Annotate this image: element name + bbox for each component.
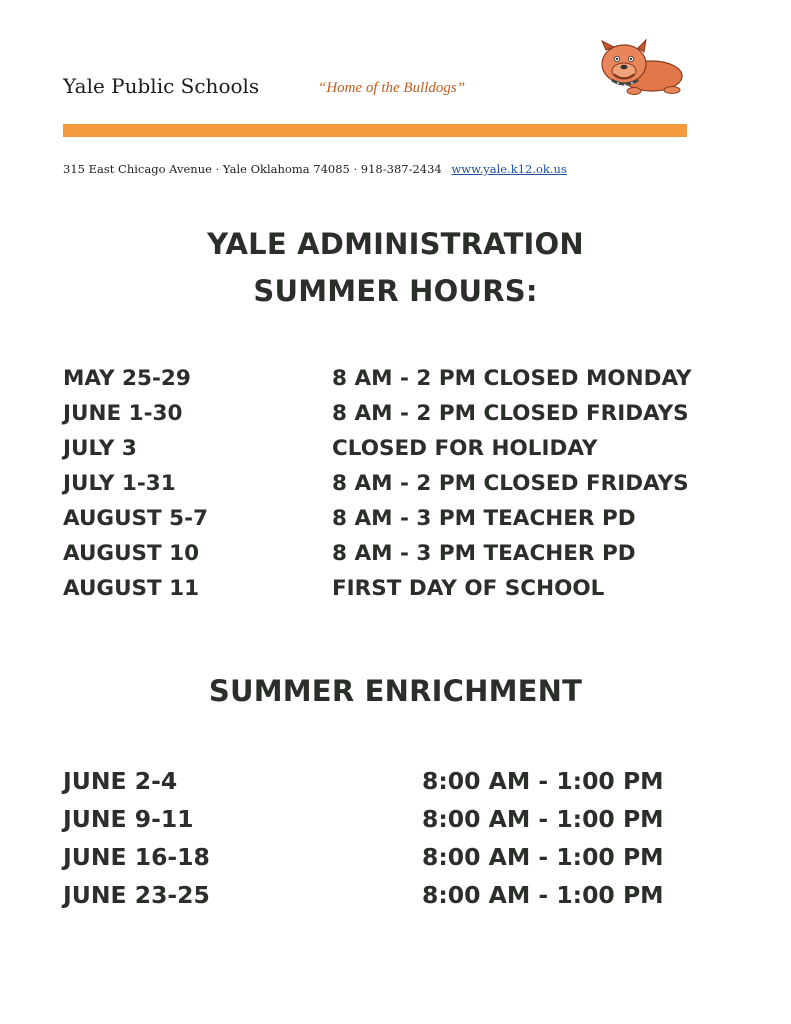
- school-slogan: “Home of the Bulldogs”: [318, 80, 466, 96]
- hours-row: [0, 436, 791, 471]
- hours-detail: 8 AM - 2 PM CLOSED FRIDAYS: [332, 401, 689, 426]
- hours-row: [0, 541, 791, 576]
- bulldog-mascot-icon: [594, 38, 690, 96]
- enrichment-row: [0, 767, 791, 802]
- letterhead: [0, 0, 791, 190]
- hours-detail: 8 AM - 3 PM TEACHER PD: [332, 506, 636, 531]
- hours-detail: 8 AM - 3 PM TEACHER PD: [332, 541, 636, 566]
- hours-detail: FIRST DAY OF SCHOOL: [332, 576, 605, 601]
- enrichment-row: [0, 805, 791, 840]
- enrichment-row: [0, 843, 791, 878]
- hours-date: JUNE 1-30: [63, 401, 183, 426]
- hours-detail: 8 AM - 2 PM CLOSED MONDAY: [332, 366, 692, 391]
- hours-detail: 8 AM - 2 PM CLOSED FRIDAYS: [332, 471, 689, 496]
- hours-row: [0, 471, 791, 506]
- hours-date: MAY 25-29: [63, 366, 191, 391]
- hours-date: JULY 1-31: [63, 471, 176, 496]
- enrichment-time: 8:00 AM - 1:00 PM: [422, 881, 664, 909]
- hours-row: [0, 401, 791, 436]
- school-address: 315 East Chicago Avenue · Yale Oklahoma 74085 · 918-387-2434: [63, 162, 442, 176]
- hours-row: [0, 576, 791, 611]
- hours-detail: CLOSED FOR HOLIDAY: [332, 436, 598, 461]
- address-line: [63, 162, 567, 176]
- hours-row: [0, 506, 791, 541]
- enrichment-date: JUNE 9-11: [63, 805, 194, 833]
- admin-title-line-2: SUMMER HOURS:: [253, 274, 538, 308]
- school-name: Yale Public Schools: [63, 74, 260, 98]
- enrichment-title: SUMMER ENRICHMENT: [208, 674, 583, 708]
- enrichment-date: JUNE 16-18: [63, 843, 210, 871]
- hours-date: JULY 3: [63, 436, 137, 461]
- enrichment-date: JUNE 2-4: [63, 767, 178, 795]
- enrichment-time: 8:00 AM - 1:00 PM: [422, 843, 664, 871]
- hours-date: AUGUST 10: [63, 541, 200, 566]
- school-website-link[interactable]: www.yale.k12.ok.us: [451, 162, 567, 176]
- enrichment-time: 8:00 AM - 1:00 PM: [422, 767, 664, 795]
- hours-row: [0, 366, 791, 401]
- enrichment-date: JUNE 23-25: [63, 881, 210, 909]
- hours-date: AUGUST 11: [63, 576, 200, 601]
- admin-title-line-1: YALE ADMINISTRATION: [207, 227, 584, 261]
- enrichment-time: 8:00 AM - 1:00 PM: [422, 805, 664, 833]
- hours-date: AUGUST 5-7: [63, 506, 209, 531]
- enrichment-row: [0, 881, 791, 916]
- orange-divider: [63, 124, 687, 137]
